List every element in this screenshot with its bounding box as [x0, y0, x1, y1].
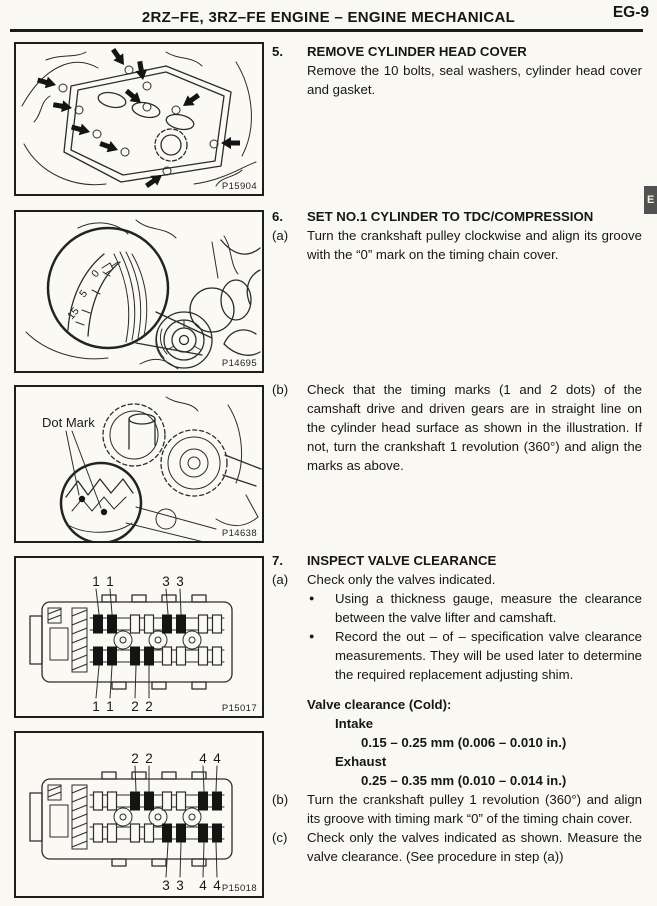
valve-layout-illustration-1	[16, 558, 262, 716]
spec-title: Valve clearance (Cold):	[307, 697, 452, 712]
exhaust-label: Exhaust	[335, 754, 387, 769]
page-title: 2RZ–FE, 3RZ–FE ENGINE – ENGINE MECHANICAL	[141, 9, 516, 26]
svg-text:3: 3	[176, 574, 184, 589]
figure-valve-layout-second	[14, 731, 264, 898]
cam-gears	[103, 404, 261, 529]
valve-cover-outline	[64, 66, 231, 182]
engine-background-lines	[26, 220, 238, 369]
bullet-body: Record the out – of – specification valve clearance measurements. They will be used later to determine the required replacement adjusting shim.	[335, 629, 642, 682]
section-remove-cylinder-head-cover	[272, 42, 642, 99]
section-valve-clearance-specs	[272, 695, 642, 866]
scale-mark-0: 0	[89, 267, 103, 280]
svg-text:4: 4	[213, 878, 221, 893]
substep-body: Check only the valves indicated.	[307, 572, 496, 587]
pulley	[156, 312, 212, 368]
bullet-icon: ●	[309, 593, 315, 603]
number-leaders	[135, 766, 217, 877]
valve-lifters	[94, 615, 222, 665]
magnified-gear-teeth	[66, 479, 133, 532]
crankshaft-pulley-illustration	[16, 212, 262, 371]
cover-bolts	[59, 66, 218, 175]
substep-label: (c)	[272, 830, 288, 845]
svg-text:1: 1	[106, 574, 114, 589]
intake-label: Intake	[335, 716, 374, 731]
step-number: 5.	[272, 44, 283, 59]
camshaft-gears-illustration	[16, 387, 262, 541]
cam-sprocket	[48, 785, 87, 849]
svg-text:1: 1	[106, 699, 114, 714]
svg-text:4: 4	[213, 751, 221, 766]
step-number: 7.	[272, 553, 283, 568]
substep-label: (a)	[272, 572, 289, 587]
magnifier-circle	[48, 228, 168, 348]
substep-label: (a)	[272, 228, 289, 243]
figure-code: P14695	[221, 358, 257, 369]
svg-text:3: 3	[176, 878, 184, 893]
svg-text:2: 2	[131, 751, 139, 766]
scale-mark-5: 5	[77, 287, 91, 300]
figure-code: P15904	[221, 181, 257, 192]
substep-body: Check only the valves indicated as shown. Measure the valve clearance. (See procedure in step (a))	[307, 830, 642, 864]
step-number: 6.	[272, 209, 283, 224]
figure-cylinder-head-cover	[14, 42, 264, 196]
valve-lifters	[94, 792, 222, 842]
svg-text:2: 2	[145, 751, 153, 766]
fan-and-pump	[190, 240, 260, 355]
substep-label: (b)	[272, 382, 289, 397]
valve-layout-illustration-2	[16, 733, 262, 896]
cam-sprocket	[48, 608, 87, 672]
svg-text:3: 3	[162, 574, 170, 589]
indent-spacer	[272, 61, 307, 99]
figure-camshaft-gears	[14, 385, 264, 543]
section-edge-tab: E	[644, 186, 657, 214]
step-title: INSPECT VALVE CLEARANCE	[307, 553, 497, 568]
figure-code: P15018	[221, 883, 257, 894]
scale-mark-15: 15	[65, 305, 82, 322]
header-rule	[10, 29, 643, 32]
svg-text:4: 4	[199, 878, 207, 893]
svg-text:3: 3	[162, 878, 170, 893]
exhaust-value: 0.25 – 0.35 mm (0.010 – 0.014 in.)	[361, 773, 567, 788]
substep-body: Turn the crankshaft pulley 1 revolution (360°) and align its groove with timing mark “0” of the timing chain cover.	[307, 792, 642, 826]
svg-text:1: 1	[92, 574, 100, 589]
indent-spacer	[272, 627, 309, 684]
bullet-icon: ●	[309, 631, 315, 641]
svg-text:2: 2	[131, 699, 139, 714]
figure-valve-layout-first	[14, 556, 264, 718]
page-number: EG-9	[612, 4, 649, 21]
section-set-tdc	[272, 207, 642, 264]
section-set-tdc-b	[272, 380, 642, 475]
timing-scale	[65, 252, 147, 342]
indent-spacer	[272, 589, 309, 627]
figure-code: P15017	[221, 703, 257, 714]
section-inspect-valve-clearance	[272, 551, 642, 684]
dot-mark-label: Dot Mark	[42, 415, 95, 430]
svg-text:1: 1	[92, 699, 100, 714]
substep-label: (b)	[272, 792, 289, 807]
svg-text:4: 4	[199, 751, 207, 766]
bolt-arrows	[36, 46, 240, 191]
bullet-body: Using a thickness gauge, measure the clearance between the valve lifter and camshaft.	[335, 591, 642, 625]
svg-text:2: 2	[145, 699, 153, 714]
step-body: Remove the 10 bolts, seal washers, cylinder head cover and gasket.	[307, 63, 642, 97]
figure-crankshaft-pulley	[14, 210, 264, 373]
substep-body: Check that the timing marks (1 and 2 dots) of the camshaft drive and driven gears are in straight line on the cylinder head surface as shown in the illustration. If not, turn the crankshaft 1 revolution (360°) and align the marks as above.	[307, 382, 642, 473]
cylinder-head-cover-illustration	[16, 44, 262, 194]
step-title: SET NO.1 CYLINDER TO TDC/COMPRESSION	[307, 209, 594, 224]
magnifier-circle	[61, 463, 141, 541]
step-title: REMOVE CYLINDER HEAD COVER	[307, 44, 527, 59]
intake-value: 0.15 – 0.25 mm (0.006 – 0.010 in.)	[361, 735, 567, 750]
substep-body: Turn the crankshaft pulley clockwise and align its groove with the “0” mark on the timing chain cover.	[307, 228, 642, 262]
figure-code: P14638	[221, 528, 257, 539]
